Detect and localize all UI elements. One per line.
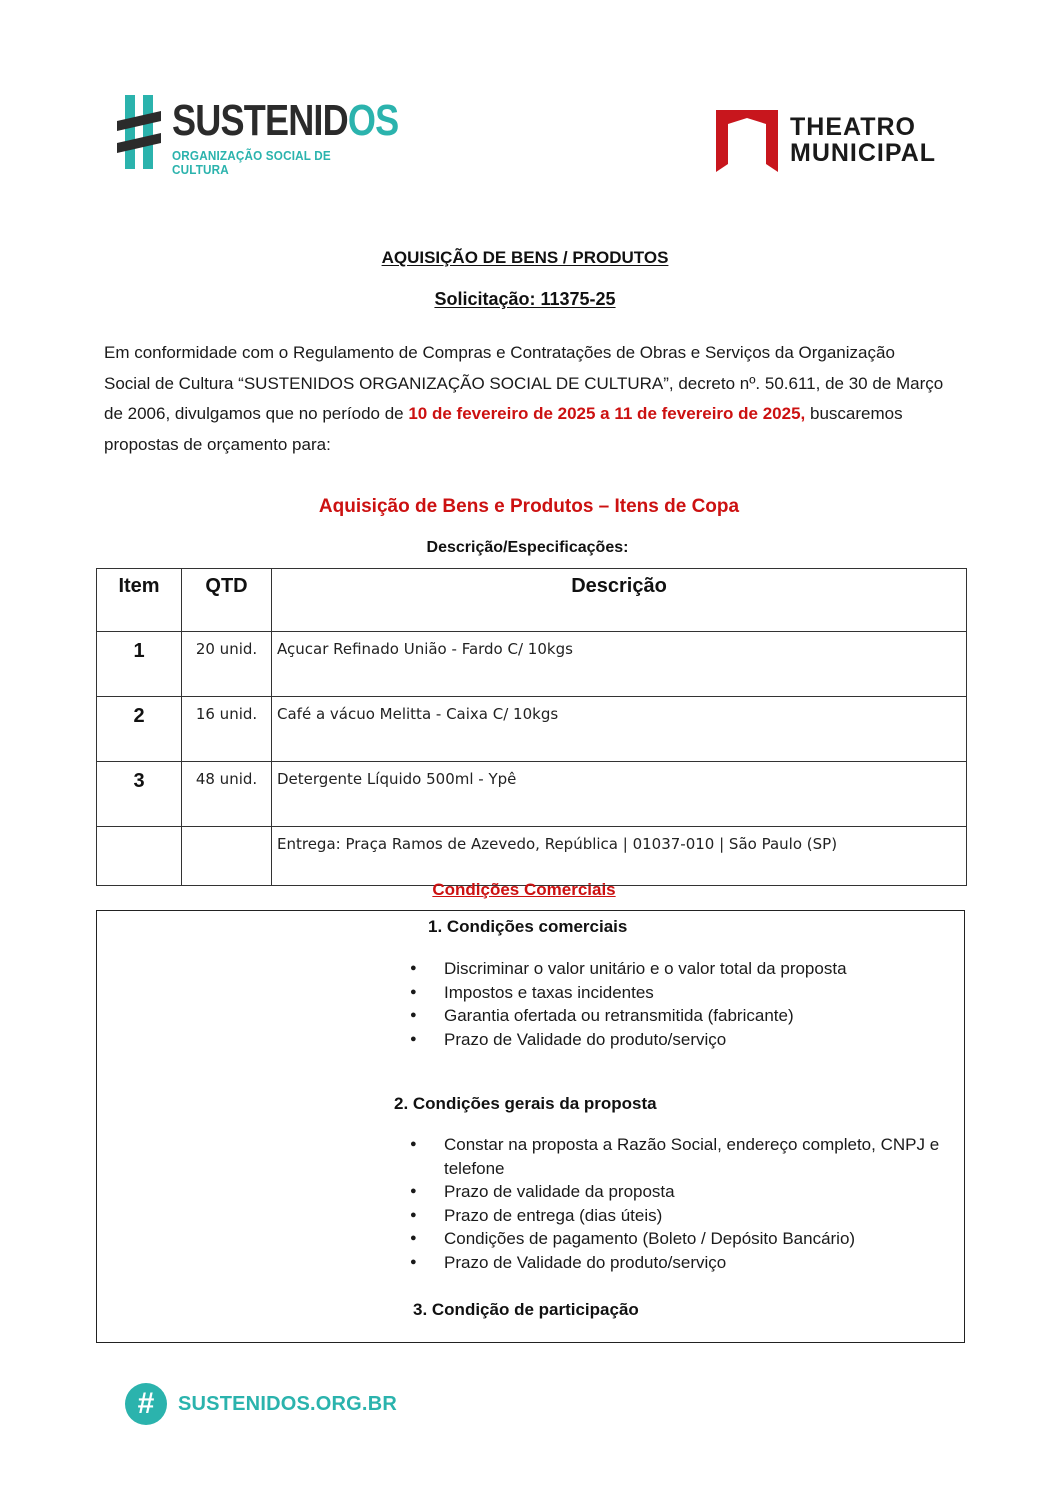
item-qtd: 16 unid.: [182, 697, 272, 762]
list-item: ● Prazo de validade da proposta: [410, 1180, 964, 1204]
section1-heading: 1. Condições comerciais: [428, 917, 628, 936]
sustenidos-wordmark: SUSTENIDOS: [172, 96, 399, 145]
header-qtd: QTD: [182, 569, 272, 632]
empty-cell: [182, 827, 272, 886]
footer-website: SUSTENIDOS.ORG.BR: [178, 1393, 397, 1415]
table-header-row: [97, 569, 967, 632]
section1-list: [410, 957, 964, 1051]
date-range-highlight: 10 de fevereiro de 2025 a 11 de fevereiro de 2025,: [408, 404, 806, 423]
item-number: 2: [97, 697, 182, 762]
item-qtd: 48 unid.: [182, 762, 272, 827]
list-item: ● Garantia ofertada ou retransmitida (fabricante): [410, 1004, 964, 1028]
item-description: Café a vácuo Melitta - Caixa C/ 10kgs: [272, 697, 967, 762]
list-item: ● Prazo de entrega (dias úteis): [410, 1204, 964, 1228]
item-description: Açucar Refinado União - Fardo C/ 10kgs: [272, 632, 967, 697]
item-number: 1: [97, 632, 182, 697]
header-item: Item: [97, 569, 182, 632]
section2-list: [410, 1133, 964, 1274]
items-table: [96, 568, 967, 886]
item-number: 3: [97, 762, 182, 827]
list-item: ● Discriminar o valor unitário e o valor total da proposta: [410, 957, 964, 981]
sustenidos-subtitle: ORGANIZAÇÃO SOCIAL DE CULTURA: [172, 148, 331, 177]
header-description: Descrição: [272, 569, 967, 632]
theatro-line2: MUNICIPAL: [790, 139, 937, 167]
list-item: ● Impostos e taxas incidentes: [410, 981, 964, 1005]
request-number: Solicitação: 11375-25: [434, 289, 616, 309]
table-row: [97, 762, 967, 827]
conditions-box: [96, 910, 965, 1343]
table-row: [97, 632, 967, 697]
section-title: Aquisição de Bens e Produtos – Itens de Copa: [318, 496, 740, 517]
conditions-title: Condições Comerciais: [432, 880, 616, 899]
list-item: ● Condições de pagamento (Boleto / Depósito Bancário): [410, 1227, 964, 1251]
sustenidos-logo: [117, 93, 399, 177]
item-qtd: 20 unid.: [182, 632, 272, 697]
spec-label: Descrição/Especificações:: [426, 539, 629, 556]
theatro-wordmark: [790, 114, 936, 166]
theatro-line1: THEATRO: [790, 113, 916, 141]
sustenidos-hash-icon: [117, 95, 161, 169]
footer-brand: [125, 1383, 395, 1427]
list-item: ● Prazo de Validade do produto/serviço: [410, 1251, 964, 1275]
empty-cell: [97, 827, 182, 886]
section3-heading: 3. Condição de participação: [413, 1300, 639, 1319]
table-row: [97, 697, 967, 762]
intro-paragraph: Em conformidade com o Regulamento de Compras e Contratações de Obras e Serviços da Organização Social de Cultura “SUSTENIDOS ORGANIZAÇÃO SOCIAL DE CULTURA”, decreto nº. 50.611, de 30 de Março de 2006, divulgamos que no período de 10 de fevereiro de 2025 a 11 de fevereiro de 2025, buscaremos propostas de orçamento para:: [104, 343, 944, 454]
list-item: ● Constar na proposta a Razão Social, endereço completo, CNPJ e telefone: [410, 1133, 964, 1180]
item-description: Detergente Líquido 500ml - Ypê: [272, 762, 967, 827]
theatro-municipal-logo: [716, 108, 956, 178]
delivery-address: Entrega: Praça Ramos de Azevedo, República | 01037-010 | São Paulo (SP): [272, 827, 967, 886]
section2-heading: 2. Condições gerais da proposta: [394, 1094, 657, 1113]
hash-circle-icon: #: [125, 1383, 167, 1425]
delivery-row: [97, 827, 967, 886]
list-item: ● Prazo de Validade do produto/serviço: [410, 1028, 964, 1052]
theatro-arch-icon: [716, 110, 778, 172]
document-title: AQUISIÇÃO DE BENS / PRODUTOS: [381, 248, 669, 267]
